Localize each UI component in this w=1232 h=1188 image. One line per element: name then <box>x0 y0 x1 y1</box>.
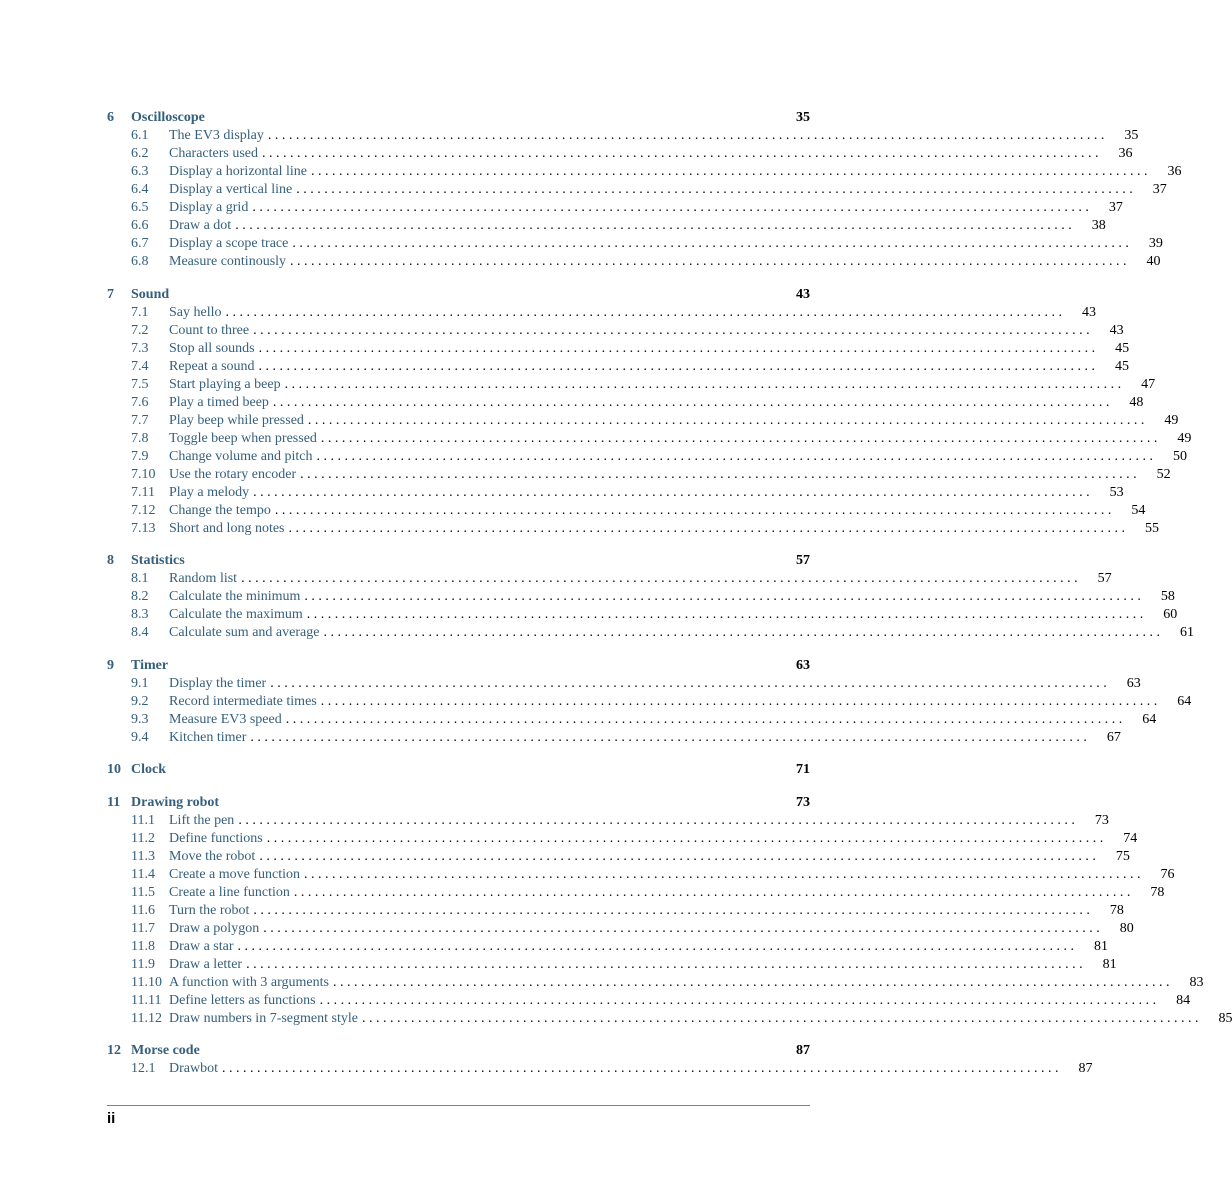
toc-section-link[interactable] <box>107 570 1112 588</box>
chapter-page-number: 43 <box>796 286 810 302</box>
section-page-number: 67 <box>1106 729 1121 745</box>
toc-chapter <box>107 761 810 779</box>
toc-section-link[interactable] <box>107 624 1194 642</box>
dot-leader: . . . . . . . . . . . . . . . . . . . . . . . . . . . . . . . . . . . . . . . . . . . . . . . . . . . . . . . . . . . . . . . . . . . . . . . . . . . . . . . . . . . . . . . . . . . . . . . . . . . . . . . . . . . . . . . . . . . . . . . . <box>300 466 1137 482</box>
toc-section-link[interactable] <box>107 711 1157 729</box>
section-number: 9.1 <box>131 675 149 691</box>
toc-section-link[interactable] <box>107 1010 1232 1028</box>
section-number: 11.6 <box>131 902 155 918</box>
chapter-title: Statistics <box>131 553 185 568</box>
toc-section-link[interactable] <box>107 358 1130 376</box>
toc-section-link[interactable] <box>107 729 1121 747</box>
section-page-number: 35 <box>1124 128 1139 143</box>
dot-leader: . . . . . . . . . . . . . . . . . . . . . . . . . . . . . . . . . . . . . . . . . . . . . . . . . . . . . . . . . . . . . . . . . . . . . . . . . . . . . . . . . . . . . . . . . . . . . . . . . . . . . . . . . . . . . . . . . . . . . . . . <box>320 693 1158 709</box>
dot-leader: . . . . . . . . . . . . . . . . . . . . . . . . . . . . . . . . . . . . . . . . . . . . . . . . . . . . . . . . . . . . . . . . . . . . . . . . . . . . . . . . . . . . . . . . . . . . . . . . . . . . . . . . . . . . . . . . . . . . . . . . <box>238 812 1075 828</box>
section-page-number: 45 <box>1115 358 1130 374</box>
section-title: Define letters as functions <box>169 992 320 1010</box>
section-number: 7.5 <box>131 376 149 392</box>
chapter-number: 7 <box>107 286 114 302</box>
section-number: 8.4 <box>131 625 149 640</box>
toc-section-link[interactable] <box>107 1060 1093 1078</box>
section-page-number: 54 <box>1131 502 1146 518</box>
section-page-number: 45 <box>1115 340 1130 356</box>
section-number: 7.7 <box>131 412 149 428</box>
toc-section-link[interactable] <box>107 127 1139 145</box>
dot-leader: . . . . . . . . . . . . . . . . . . . . . . . . . . . . . . . . . . . . . . . . . . . . . . . . . . . . . . . . . . . . . . . . . . . . . . . . . . . . . . . . . . . . . . . . . . . . . . . . . . . . . . . . . . . . . . . . . . . . . . . . <box>258 340 1096 356</box>
dot-leader: . . . . . . . . . . . . . . . . . . . . . . . . . . . . . . . . . . . . . . . . . . . . . . . . . . . . . . . . . . . . . . . . . . . . . . . . . . . . . . . . . . . . . . . . . . . . . . . . . . . . . . . . . . . . . . . . . . . . . . . . <box>235 218 1072 233</box>
section-number: 7.9 <box>131 448 149 464</box>
section-number: 11.7 <box>131 920 155 936</box>
section-title: Say hello <box>169 304 226 322</box>
section-number: 7.6 <box>131 394 149 410</box>
toc-chapter-link[interactable] <box>107 761 810 779</box>
toc-section-link[interactable] <box>107 520 1159 538</box>
dot-leader: . . . . . . . . . . . . . . . . . . . . . . . . . . . . . . . . . . . . . . . . . . . . . . . . . . . . . . . . . . . . . . . . . . . . . . . . . . . . . . . . . . . . . . . . . . . . . . . . . . . . . . . . . . . . . . . . . . . . . . . . <box>307 412 1145 428</box>
section-title: Random list <box>169 570 241 588</box>
section-number: 8.1 <box>131 571 149 586</box>
section-page-number: 58 <box>1160 589 1175 604</box>
footer-page-number: ii <box>107 1110 116 1127</box>
dot-leader: . . . . . . . . . . . . . . . . . . . . . . . . . . . . . . . . . . . . . . . . . . . . . . . . . . . . . . . . . . . . . . . . . . . . . . . . . . . . . . . . . . . . . . . . . . . . . . . . . . . . . . . . . . . . . . . . . . . . . . . . <box>284 376 1122 392</box>
toc-section-link[interactable] <box>107 588 1175 606</box>
toc-section-link[interactable] <box>107 235 1163 253</box>
dot-leader: . . . . . . . . . . . . . . . . . . . . . . . . . . . . . . . . . . . . . . . . . . . . . . . . . . . . . . . . . . . . . . . . . . . . . . . . . . . . . . . . . . . . . . . . . . . . . . . . . . . . . . . . . . . . . . . . . . . . . . . . <box>252 200 1089 215</box>
section-title: Draw a letter <box>169 956 246 974</box>
section-number: 11.2 <box>131 830 155 846</box>
section-page-number: 39 <box>1148 236 1163 251</box>
section-title: Short and long notes <box>169 520 289 538</box>
section-page-number: 57 <box>1097 571 1112 586</box>
toc-chapter <box>107 552 1194 642</box>
section-title: Start playing a beep <box>169 376 285 394</box>
table-of-contents <box>107 109 1232 1093</box>
section-title: Move the robot <box>169 848 259 866</box>
toc-section-link[interactable] <box>107 693 1192 711</box>
section-number: 11.1 <box>131 812 155 828</box>
section-title: Define functions <box>169 830 267 848</box>
section-page-number: 61 <box>1179 625 1194 640</box>
dot-leader: . . . . . . . . . . . . . . . . . . . . . . . . . . . . . . . . . . . . . . . . . . . . . . . . . . . . . . . . . . . . . . . . . . . . . . . . . . . . . . . . . . . . . . . . . . . . . . . . . . . . . . . . . . . . . . . . . . . . . . . . <box>241 571 1078 586</box>
section-page-number: 60 <box>1163 607 1178 622</box>
section-title: Create a line function <box>169 884 294 902</box>
section-title: Display a vertical line <box>169 181 296 199</box>
dot-leader: . . . . . . . . . . . . . . . . . . . . . . . . . . . . . . . . . . . . . . . . . . . . . . . . . . . . . . . . . . . . . . . . . . . . . . . . . . . . . . . . . . . . . . . . . . . . . . . . . . . . . . . . . . . . . . . . . . . . . . . . <box>288 520 1125 536</box>
chapter-number: 11 <box>107 794 121 810</box>
toc-chapter <box>107 794 1232 1028</box>
toc-section-link[interactable] <box>107 884 1165 902</box>
dot-leader: . . . . . . . . . . . . . . . . . . . . . . . . . . . . . . . . . . . . . . . . . . . . . . . . . . . . . . . . . . . . . . . . . . . . . . . . . . . . . . . . . . . . . . . . . . . . . . . . . . . . . . . . . . . . . . . . . . . . . . . . <box>306 607 1144 622</box>
section-page-number: 43 <box>1109 322 1124 338</box>
dot-leader: . . . . . . . . . . . . . . . . . . . . . . . . . . . . . . . . . . . . . . . . . . . . . . . . . . . . . . . . . . . . . . . . . . . . . . . . . . . . . . . . . . . . . . . . . . . . . . . . . . . . . . . . . . . . . . . . . . . . . . . . <box>290 254 1127 269</box>
section-page-number: 48 <box>1129 394 1144 410</box>
section-page-number: 47 <box>1141 376 1156 392</box>
section-page-number: 55 <box>1145 520 1159 536</box>
section-number: 11.4 <box>131 866 155 882</box>
toc-section-link[interactable] <box>107 253 1161 271</box>
section-title: Draw a star <box>169 938 238 956</box>
toc-chapter-link[interactable] <box>107 286 810 304</box>
toc-section-link[interactable] <box>107 394 1144 412</box>
section-page-number: 73 <box>1094 812 1109 828</box>
section-title: Measure continously <box>169 253 290 271</box>
section-page-number: 64 <box>1177 693 1192 709</box>
section-page-number: 76 <box>1160 866 1175 882</box>
section-page-number: 87 <box>1078 1061 1093 1076</box>
toc-section-link[interactable] <box>107 199 1123 217</box>
chapter-title: Clock <box>131 762 166 777</box>
section-number: 9.4 <box>131 729 149 745</box>
dot-leader: . . . . . . . . . . . . . . . . . . . . . . . . . . . . . . . . . . . . . . . . . . . . . . . . . . . . . . . . . . . . . . . . . . . . . . . . . . . . . . . . . . . . . . . . . . . . . . . . . . . . . . . . . . . . . . . . . . . . . . . . <box>266 830 1104 846</box>
toc-chapter-link[interactable] <box>107 109 810 127</box>
toc-section-link[interactable] <box>107 412 1179 430</box>
chapter-page-number: 57 <box>796 553 810 568</box>
dot-leader: . . . . . . . . . . . . . . . . . . . . . . . . . . . . . . . . . . . . . . . . . . . . . . . . . . . . . . . . . . . . . . . . . . . . . . . . . . . . . . . . . . . . . . . . . . . . . . . . . . . . . . . . . . . . . . . . . . . . . . . . <box>285 711 1123 727</box>
section-number: 11.10 <box>131 974 162 990</box>
section-title: Count to three <box>169 322 253 340</box>
section-number: 9.3 <box>131 711 149 727</box>
toc-section-link[interactable] <box>107 866 1175 884</box>
section-page-number: 37 <box>1152 182 1167 197</box>
section-title: Use the rotary encoder <box>169 466 300 484</box>
section-number: 6.6 <box>131 218 149 233</box>
section-title: Play beep while pressed <box>169 412 308 430</box>
toc-section-link[interactable] <box>107 340 1130 358</box>
section-number: 7.12 <box>131 502 156 518</box>
section-page-number: 84 <box>1176 992 1191 1008</box>
section-title: Record intermediate times <box>169 693 321 711</box>
section-number: 11.5 <box>131 884 155 900</box>
toc-chapter-link[interactable] <box>107 552 810 570</box>
section-page-number: 64 <box>1142 711 1157 727</box>
toc-section-link[interactable] <box>107 974 1204 992</box>
toc-section-link[interactable] <box>107 502 1146 520</box>
toc-section-link[interactable] <box>107 606 1178 624</box>
toc-chapter <box>107 657 1192 747</box>
section-page-number: 83 <box>1189 974 1204 990</box>
dot-leader: . . . . . . . . . . . . . . . . . . . . . . . . . . . . . . . . . . . . . . . . . . . . . . . . . . . . . . . . . . . . . . . . . . . . . . . . . . . . . . . . . . . . . . . . . . . . . . . . . . . . . . . . . . . . . . . . . . . . . . . . <box>270 675 1107 691</box>
section-page-number: 78 <box>1150 884 1165 900</box>
chapter-number: 8 <box>107 553 114 568</box>
dot-leader: . . . . . . . . . . . . . . . . . . . . . . . . . . . . . . . . . . . . . . . . . . . . . . . . . . . . . . . . . . . . . . . . . . . . . . . . . . . . . . . . . . . . . . . . . . . . . . . . . . . . . . . . . . . . . . . . . . . . . . . . <box>323 625 1160 640</box>
section-page-number: 52 <box>1156 466 1171 482</box>
section-number: 7.1 <box>131 304 149 320</box>
dot-leader: . . . . . . . . . . . . . . . . . . . . . . . . . . . . . . . . . . . . . . . . . . . . . . . . . . . . . . . . . . . . . . . . . . . . . . . . . . . . . . . . . . . . . . . . . . . . . . . . . . . . . . . . . . . . . . . . . . . . . . . . <box>253 902 1090 918</box>
section-page-number: 74 <box>1123 830 1138 846</box>
section-title: Stop all sounds <box>169 340 259 358</box>
dot-leader: . . . . . . . . . . . . . . . . . . . . . . . . . . . . . . . . . . . . . . . . . . . . . . . . . . . . . . . . . . . . . . . . . . . . . . . . . . . . . . . . . . . . . . . . . . . . . . . . . . . . . . . . . . . . . . . . . . . . . . . . <box>225 304 1062 320</box>
dot-leader: . . . . . . . . . . . . . . . . . . . . . . . . . . . . . . . . . . . . . . . . . . . . . . . . . . . . . . . . . . . . . . . . . . . . . . . . . . . . . . . . . . . . . . . . . . . . . . . . . . . . . . . . . . . . . . . . . . . . . . . . <box>311 164 1148 179</box>
section-number: 7.13 <box>131 520 156 536</box>
chapter-title: Morse code <box>131 1043 200 1058</box>
section-page-number: 85 <box>1218 1010 1232 1026</box>
section-title: Toggle beep when pressed <box>169 430 321 448</box>
dot-leader: . . . . . . . . . . . . . . . . . . . . . . . . . . . . . . . . . . . . . . . . . . . . . . . . . . . . . . . . . . . . . . . . . . . . . . . . . . . . . . . . . . . . . . . . . . . . . . . . . . . . . . . . . . . . . . . . . . . . . . . . <box>293 884 1131 900</box>
dot-leader: . . . . . . . . . . . . . . . . . . . . . . . . . . . . . . . . . . . . . . . . . . . . . . . . . . . . . . . . . . . . . . . . . . . . . . . . . . . . . . . . . . . . . . . . . . . . . . . . . . . . . . . . . . . . . . . . . . . . . . . . <box>292 236 1129 251</box>
section-page-number: 36 <box>1118 146 1133 161</box>
section-title: Create a move function <box>169 866 304 884</box>
section-number: 6.7 <box>131 236 149 251</box>
section-title: Repeat a sound <box>169 358 259 376</box>
section-number: 8.2 <box>131 589 149 604</box>
section-number: 9.2 <box>131 693 149 709</box>
toc-chapter-link[interactable] <box>107 1042 810 1060</box>
toc-section-link[interactable] <box>107 956 1117 974</box>
section-number: 7.8 <box>131 430 149 446</box>
toc-section-link[interactable] <box>107 484 1124 502</box>
toc-section-link[interactable] <box>107 938 1109 956</box>
section-number: 11.12 <box>131 1010 162 1026</box>
section-number: 6.4 <box>131 182 149 197</box>
dot-leader: . . . . . . . . . . . . . . . . . . . . . . . . . . . . . . . . . . . . . . . . . . . . . . . . . . . . . . . . . . . . . . . . . . . . . . . . . . . . . . . . . . . . . . . . . . . . . . . . . . . . . . . . . . . . . . . . . . . . . . . . <box>263 920 1100 936</box>
section-title: Calculate sum and average <box>169 624 323 642</box>
dot-leader: . . . . . . . . . . . . . . . . . . . . . . . . . . . . . . . . . . . . . . . . . . . . . . . . . . . . . . . . . . . . . . . . . . . . . . . . . . . . . . . . . . . . . . . . . . . . . . . . . . . . . . . . . . . . . . . . . . . . . . . . <box>319 992 1157 1008</box>
toc-section-link[interactable] <box>107 812 1109 830</box>
section-number: 6.3 <box>131 164 149 179</box>
toc-chapter <box>107 286 1192 538</box>
dot-leader: . . . . . . . . . . . . . . . . . . . . . . . . . . . . . . . . . . . . . . . . . . . . . . . . . . . . . . . . . . . . . . . . . . . . . . . . . . . . . . . . . . . . . . . . . . . . . . . . . . . . . . . . . . . . . . . . . . . . . . . . <box>361 1010 1199 1026</box>
section-page-number: 80 <box>1119 920 1134 936</box>
dot-leader: . . . . . . . . . . . . . . . . . . . . . . . . . . . . . . . . . . . . . . . . . . . . . . . . . . . . . . . . . . . . . . . . . . . . . . . . . . . . . . . . . . . . . . . . . . . . . . . . . . . . . . . . . . . . . . . . . . . . . . . . <box>259 848 1096 864</box>
dot-leader: . . . . . . . . . . . . . . . . . . . . . . . . . . . . . . . . . . . . . . . . . . . . . . . . . . . . . . . . . . . . . . . . . . . . . . . . . . . . . . . . . . . . . . . . . . . . . . . . . . . . . . . . . . . . . . . . . . . . . . . . <box>258 358 1096 374</box>
section-page-number: 40 <box>1146 254 1161 269</box>
section-page-number: 50 <box>1172 448 1187 464</box>
section-number: 11.9 <box>131 956 155 972</box>
toc-section-link[interactable] <box>107 322 1124 340</box>
chapter-page-number: 87 <box>796 1043 810 1058</box>
section-title: Change volume and pitch <box>169 448 316 466</box>
toc-section-link[interactable] <box>107 145 1133 163</box>
section-title: Draw a polygon <box>169 920 263 938</box>
toc-chapter <box>107 1042 1093 1078</box>
toc-section-link[interactable] <box>107 830 1138 848</box>
section-page-number: 43 <box>1082 304 1096 320</box>
section-title: Draw a dot <box>169 217 235 235</box>
toc-chapter-link[interactable] <box>107 657 810 675</box>
section-number: 6.1 <box>131 128 149 143</box>
section-title: Lift the pen <box>169 812 238 830</box>
toc-section-link[interactable] <box>107 920 1134 938</box>
section-number: 8.3 <box>131 607 149 622</box>
dot-leader: . . . . . . . . . . . . . . . . . . . . . . . . . . . . . . . . . . . . . . . . . . . . . . . . . . . . . . . . . . . . . . . . . . . . . . . . . . . . . . . . . . . . . . . . . . . . . . . . . . . . . . . . . . . . . . . . . . . . . . . . <box>296 182 1133 197</box>
section-number: 12.1 <box>131 1061 156 1076</box>
toc-chapter-link[interactable] <box>107 794 810 812</box>
toc-section-link[interactable] <box>107 430 1192 448</box>
toc-section-link[interactable] <box>107 376 1156 394</box>
section-title: Display a horizontal line <box>169 163 311 181</box>
chapter-title: Sound <box>131 286 170 302</box>
section-title: Drawbot <box>169 1060 222 1078</box>
section-number: 6.2 <box>131 146 149 161</box>
dot-leader: . . . . . . . . . . . . . . . . . . . . . . . . . . . . . . . . . . . . . . . . . . . . . . . . . . . . . . . . . . . . . . . . . . . . . . . . . . . . . . . . . . . . . . . . . . . . . . . . . . . . . . . . . . . . . . . . . . . . . . . . <box>316 448 1153 464</box>
dot-leader: . . . . . . . . . . . . . . . . . . . . . . . . . . . . . . . . . . . . . . . . . . . . . . . . . . . . . . . . . . . . . . . . . . . . . . . . . . . . . . . . . . . . . . . . . . . . . . . . . . . . . . . . . . . . . . . . . . . . . . . . <box>262 146 1099 161</box>
section-title: Measure EV3 speed <box>169 711 286 729</box>
dot-leader: . . . . . . . . . . . . . . . . . . . . . . . . . . . . . . . . . . . . . . . . . . . . . . . . . . . . . . . . . . . . . . . . . . . . . . . . . . . . . . . . . . . . . . . . . . . . . . . . . . . . . . . . . . . . . . . . . . . . . . . . <box>272 394 1110 410</box>
section-page-number: 38 <box>1091 218 1106 233</box>
toc-section-link[interactable] <box>107 217 1106 235</box>
section-title: Play a melody <box>169 484 253 502</box>
section-page-number: 49 <box>1164 412 1179 428</box>
section-number: 7.3 <box>131 340 149 356</box>
section-page-number: 37 <box>1108 200 1123 215</box>
toc-section-link[interactable] <box>107 992 1191 1010</box>
section-title: A function with 3 arguments <box>169 974 333 992</box>
dot-leader: . . . . . . . . . . . . . . . . . . . . . . . . . . . . . . . . . . . . . . . . . . . . . . . . . . . . . . . . . . . . . . . . . . . . . . . . . . . . . . . . . . . . . . . . . . . . . . . . . . . . . . . . . . . . . . . . . . . . . . . . <box>253 484 1090 500</box>
toc-section-link[interactable] <box>107 448 1187 466</box>
section-number: 11.8 <box>131 938 155 954</box>
dot-leader: . . . . . . . . . . . . . . . . . . . . . . . . . . . . . . . . . . . . . . . . . . . . . . . . . . . . . . . . . . . . . . . . . . . . . . . . . . . . . . . . . . . . . . . . . . . . . . . . . . . . . . . . . . . . . . . . . . . . . . . . <box>246 956 1083 972</box>
dot-leader: . . . . . . . . . . . . . . . . . . . . . . . . . . . . . . . . . . . . . . . . . . . . . . . . . . . . . . . . . . . . . . . . . . . . . . . . . . . . . . . . . . . . . . . . . . . . . . . . . . . . . . . . . . . . . . . . . . . . . . . . <box>274 502 1112 518</box>
section-number: 7.4 <box>131 358 149 374</box>
section-title: Turn the robot <box>169 902 253 920</box>
toc-section-link[interactable] <box>107 181 1167 199</box>
section-number: 6.5 <box>131 200 149 215</box>
chapter-number: 12 <box>107 1043 121 1058</box>
section-title: Characters used <box>169 145 262 163</box>
toc-section-link[interactable] <box>107 304 1096 322</box>
chapter-page-number: 63 <box>796 657 810 673</box>
chapter-page-number: 73 <box>796 794 810 810</box>
section-number: 7.10 <box>131 466 156 482</box>
dot-leader: . . . . . . . . . . . . . . . . . . . . . . . . . . . . . . . . . . . . . . . . . . . . . . . . . . . . . . . . . . . . . . . . . . . . . . . . . . . . . . . . . . . . . . . . . . . . . . . . . . . . . . . . . . . . . . . . . . . . . . . . <box>320 430 1158 446</box>
section-title: Calculate the maximum <box>169 606 307 624</box>
section-title: Kitchen timer <box>169 729 250 747</box>
section-page-number: 81 <box>1094 938 1109 954</box>
section-title: Change the tempo <box>169 502 275 520</box>
toc-section-link[interactable] <box>107 466 1171 484</box>
section-page-number: 49 <box>1177 430 1192 446</box>
section-title: Draw numbers in 7-segment style <box>169 1010 362 1028</box>
dot-leader: . . . . . . . . . . . . . . . . . . . . . . . . . . . . . . . . . . . . . . . . . . . . . . . . . . . . . . . . . . . . . . . . . . . . . . . . . . . . . . . . . . . . . . . . . . . . . . . . . . . . . . . . . . . . . . . . . . . . . . . . <box>304 866 1141 882</box>
dot-leader: . . . . . . . . . . . . . . . . . . . . . . . . . . . . . . . . . . . . . . . . . . . . . . . . . . . . . . . . . . . . . . . . . . . . . . . . . . . . . . . . . . . . . . . . . . . . . . . . . . . . . . . . . . . . . . . . . . . . . . . . <box>304 589 1141 604</box>
dot-leader: . . . . . . . . . . . . . . . . . . . . . . . . . . . . . . . . . . . . . . . . . . . . . . . . . . . . . . . . . . . . . . . . . . . . . . . . . . . . . . . . . . . . . . . . . . . . . . . . . . . . . . . . . . . . . . . . . . . . . . . . <box>250 729 1087 745</box>
section-title: Play a timed beep <box>169 394 273 412</box>
chapter-title: Drawing robot <box>131 794 220 810</box>
section-title: Display a grid <box>169 199 252 217</box>
chapter-page-number: 35 <box>796 110 810 125</box>
chapter-title: Timer <box>131 657 169 673</box>
footer-divider <box>107 1105 810 1106</box>
section-number: 11.11 <box>131 992 162 1008</box>
section-number: 7.11 <box>131 484 155 500</box>
section-page-number: 53 <box>1109 484 1124 500</box>
section-title: Calculate the minimum <box>169 588 304 606</box>
section-page-number: 78 <box>1109 902 1124 918</box>
toc-section-link[interactable] <box>107 163 1182 181</box>
section-number: 11.3 <box>131 848 155 864</box>
section-title: Display a scope trace <box>169 235 292 253</box>
section-title: The EV3 display <box>169 127 268 145</box>
toc-section-link[interactable] <box>107 902 1124 920</box>
section-page-number: 36 <box>1167 164 1182 179</box>
toc-chapter <box>107 109 1182 271</box>
section-title: Display the timer <box>169 675 270 693</box>
section-page-number: 63 <box>1126 675 1141 691</box>
chapter-number: 10 <box>107 762 121 777</box>
chapter-number: 9 <box>107 657 114 673</box>
dot-leader: . . . . . . . . . . . . . . . . . . . . . . . . . . . . . . . . . . . . . . . . . . . . . . . . . . . . . . . . . . . . . . . . . . . . . . . . . . . . . . . . . . . . . . . . . . . . . . . . . . . . . . . . . . . . . . . . . . . . . . . . <box>237 938 1075 954</box>
dot-leader: . . . . . . . . . . . . . . . . . . . . . . . . . . . . . . . . . . . . . . . . . . . . . . . . . . . . . . . . . . . . . . . . . . . . . . . . . . . . . . . . . . . . . . . . . . . . . . . . . . . . . . . . . . . . . . . . . . . . . . . . <box>267 128 1105 143</box>
section-number: 7.2 <box>131 322 149 338</box>
dot-leader: . . . . . . . . . . . . . . . . . . . . . . . . . . . . . . . . . . . . . . . . . . . . . . . . . . . . . . . . . . . . . . . . . . . . . . . . . . . . . . . . . . . . . . . . . . . . . . . . . . . . . . . . . . . . . . . . . . . . . . . . <box>332 974 1170 990</box>
toc-section-link[interactable] <box>107 675 1141 693</box>
chapter-page-number: 71 <box>796 762 810 777</box>
dot-leader: . . . . . . . . . . . . . . . . . . . . . . . . . . . . . . . . . . . . . . . . . . . . . . . . . . . . . . . . . . . . . . . . . . . . . . . . . . . . . . . . . . . . . . . . . . . . . . . . . . . . . . . . . . . . . . . . . . . . . . . . <box>253 322 1090 338</box>
section-page-number: 75 <box>1115 848 1130 864</box>
dot-leader: . . . . . . . . . . . . . . . . . . . . . . . . . . . . . . . . . . . . . . . . . . . . . . . . . . . . . . . . . . . . . . . . . . . . . . . . . . . . . . . . . . . . . . . . . . . . . . . . . . . . . . . . . . . . . . . . . . . . . . . . <box>222 1061 1059 1076</box>
section-page-number: 81 <box>1102 956 1117 972</box>
chapter-title: Oscilloscope <box>131 110 205 125</box>
chapter-number: 6 <box>107 110 114 125</box>
toc-section-link[interactable] <box>107 848 1130 866</box>
section-number: 6.8 <box>131 254 149 269</box>
